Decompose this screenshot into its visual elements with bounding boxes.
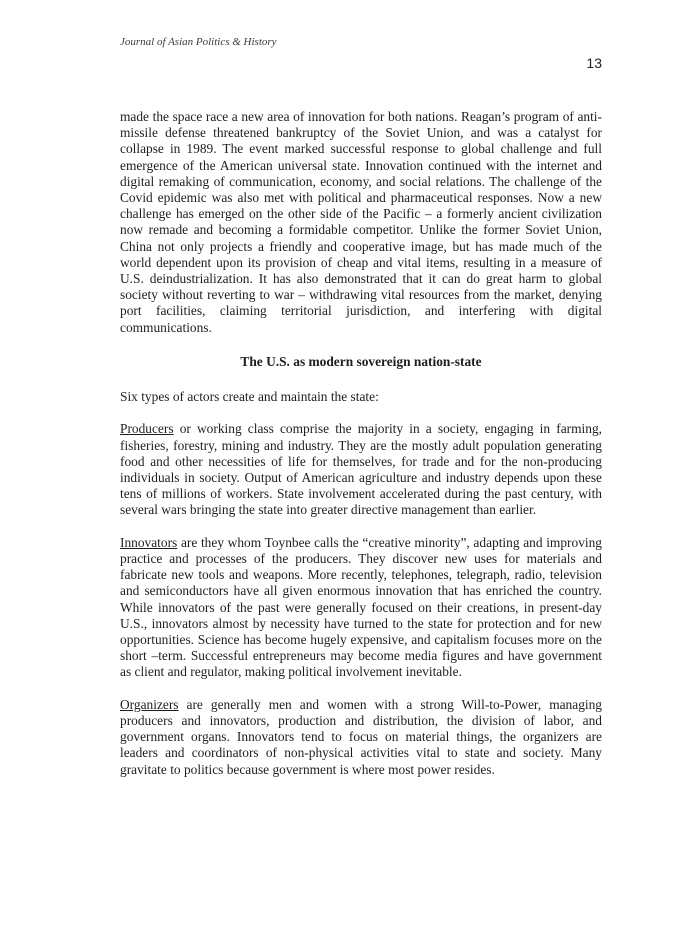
page-number: 13 <box>586 55 602 71</box>
producers-text: or working class comprise the majority in a society, engaging in farming, fisheries, forestry, mining and industry. They are the mostly adult population generating food and other necessities of life for themselves, for trade and for the non-producing individuals in society. Output of American agriculture and industry depends upon these tens of millions of workers. State involvement accelerated during the past century, with several wars bringing the state into greater directive management than earlier. <box>120 421 602 518</box>
producers-paragraph <box>120 421 602 518</box>
producers-term: Producers <box>120 421 174 437</box>
organizers-text: are generally men and women with a strong Will-to-Power, managing producers and innovators, production and distribution, the division of labor, and government organs. Innovators tend to focus on material things, the organizers are leaders and coordinators of non-physical activities vital to state and society. Many gravitate to politics because government is where most power resides. <box>120 696 602 777</box>
section-heading: The U.S. as modern sovereign nation-state <box>240 353 482 369</box>
intro-paragraph: made the space race a new area of innovation for both nations. Reagan’s program of anti-missile defense threatened bankruptcy of the Soviet Union, and was a catalyst for collapse in 1989. The event marked successful response to global challenge and full emergence of the American universal state. Innovation continued with the internet and digital remaking of communication, economy, and social relations. The challenge of the Covid epidemic was also met with political and pharmaceutical responses. Now a new challenge has emerged on the other side of the Pacific – a formerly ancient civilization now remade and becoming a formidable competitor. Unlike the former Soviet Union, China not only projects a friendly and cooperative image, but has made much of the world dependent upon its provision of cheap and vital items, resulting in a measure of U.S. deindustrialization. It has also demonstrated that it can do great harm to global society without reverting to war – withdrawing vital resources from the market, denying port facilities, claiming territorial jurisdiction, and interfering with digital communications. <box>120 109 602 335</box>
innovators-term: Innovators <box>120 534 178 550</box>
lead-sentence: Six types of actors create and maintain the state: <box>120 389 379 405</box>
organizers-term: Organizers <box>120 696 179 712</box>
journal-title: Journal of Asian Politics & History <box>120 36 277 48</box>
innovators-text: are they whom Toynbee calls the “creative minority”, adapting and improving practice and processes of the producers. They discover new uses for materials and fabricate new tools and weapons. More recently, telephones, telegraph, radio, television and semiconductors have all given enormous innovation that has enriched the country. While innovators of the past were generally focused on their creations, in present-day U.S., innovators almost by necessity have turned to the state for protection and for new opportunities. Science has become hugely expensive, and capitalism focuses more on the short –term. Successful entrepreneurs may become media figures and have government as client and regulator, making political involvement inevitable. <box>120 534 602 680</box>
organizers-paragraph <box>120 697 602 778</box>
innovators-paragraph <box>120 535 602 681</box>
article-body <box>120 109 602 778</box>
